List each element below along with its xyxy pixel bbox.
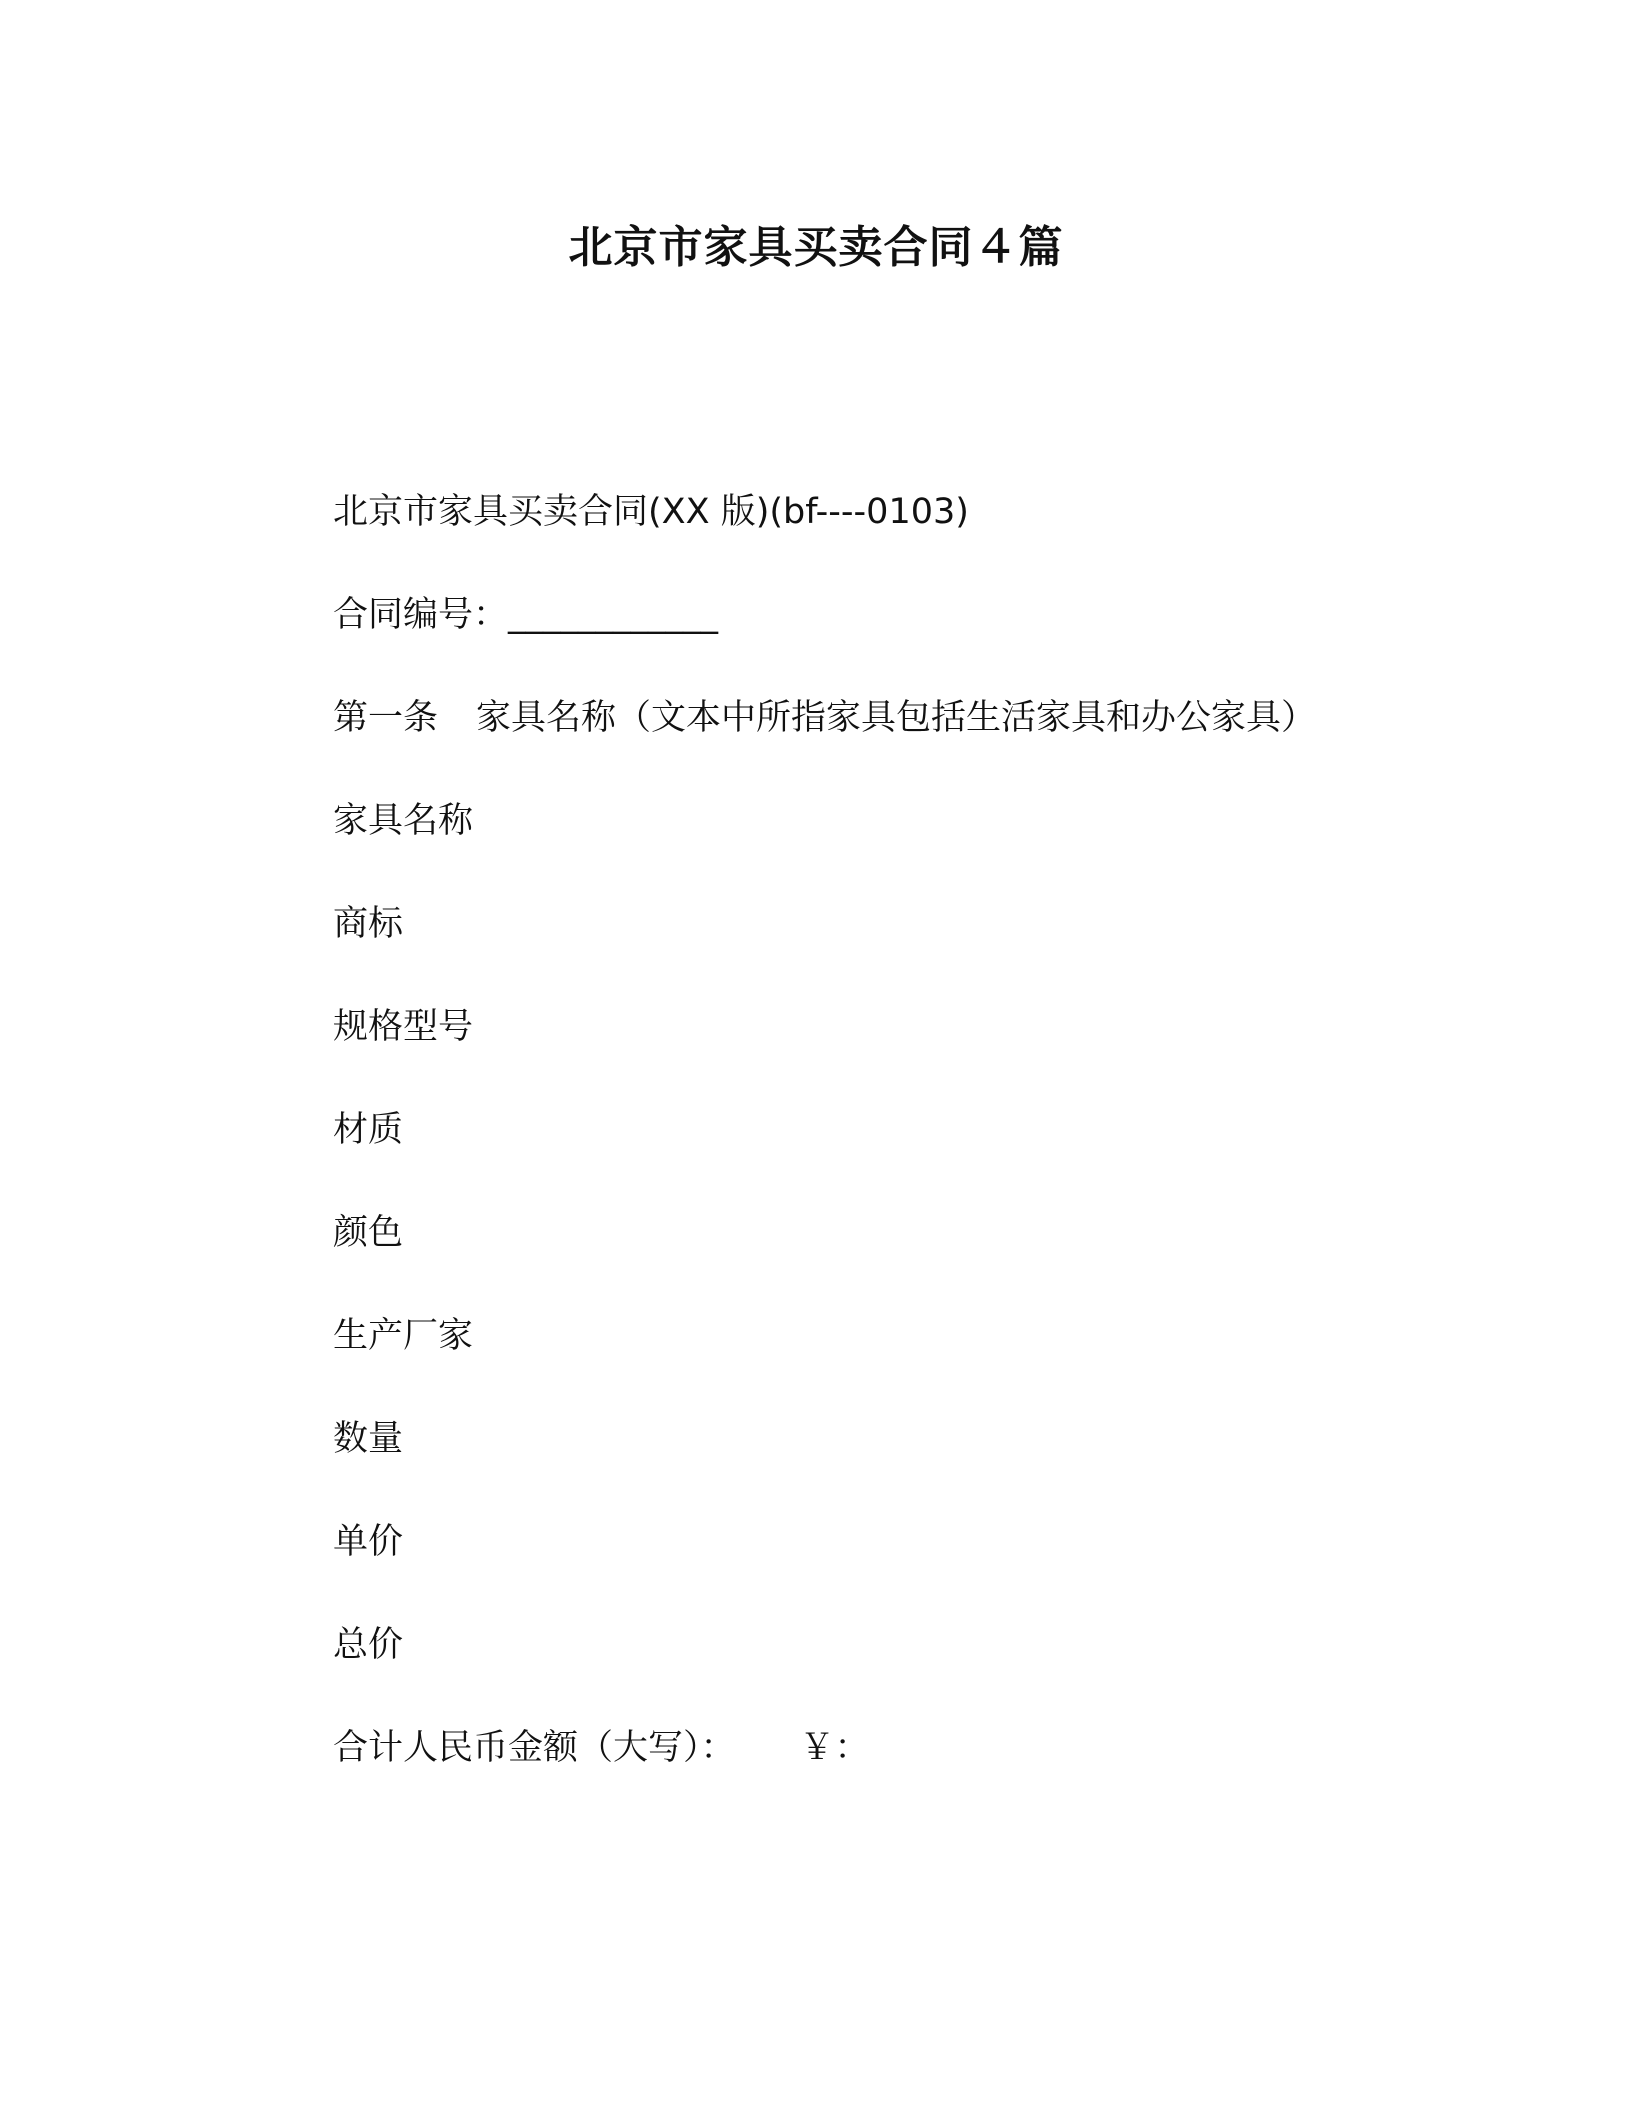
item-trademark: 商标 xyxy=(333,904,404,944)
item-manufacturer: 生产厂家 xyxy=(333,1316,474,1356)
item-unit-price: 单价 xyxy=(333,1522,404,1562)
contract-number-label: 合同编号： xyxy=(333,595,509,635)
article-one-label: 第一条 xyxy=(333,698,439,738)
article-one-line xyxy=(333,694,1433,742)
item-color: 颜色 xyxy=(333,1213,404,1253)
total-currency: ￥： xyxy=(799,1728,870,1768)
item-total-price: 总价 xyxy=(333,1625,404,1665)
article-one-text: 家具名称（文本中所指家具包括生活家具和办公家具） xyxy=(476,698,1317,738)
item-material: 材质 xyxy=(333,1110,404,1150)
item-specification-model: 规格型号 xyxy=(333,1007,474,1047)
document-title: 北京市家具买卖合同４篇 xyxy=(568,222,1064,273)
document-body xyxy=(333,488,1433,1827)
contract-number-blank: ____________ xyxy=(508,595,719,635)
total-amount-line xyxy=(333,1724,1433,1772)
contract-number-line xyxy=(333,591,1433,639)
contract-subtitle: 北京市家具买卖合同(XX 版)(bf----0103) xyxy=(333,492,969,532)
total-amount-label: 合计人民币金额（大写）： xyxy=(333,1728,736,1768)
item-quantity: 数量 xyxy=(333,1419,404,1459)
item-furniture-name: 家具名称 xyxy=(333,801,474,841)
